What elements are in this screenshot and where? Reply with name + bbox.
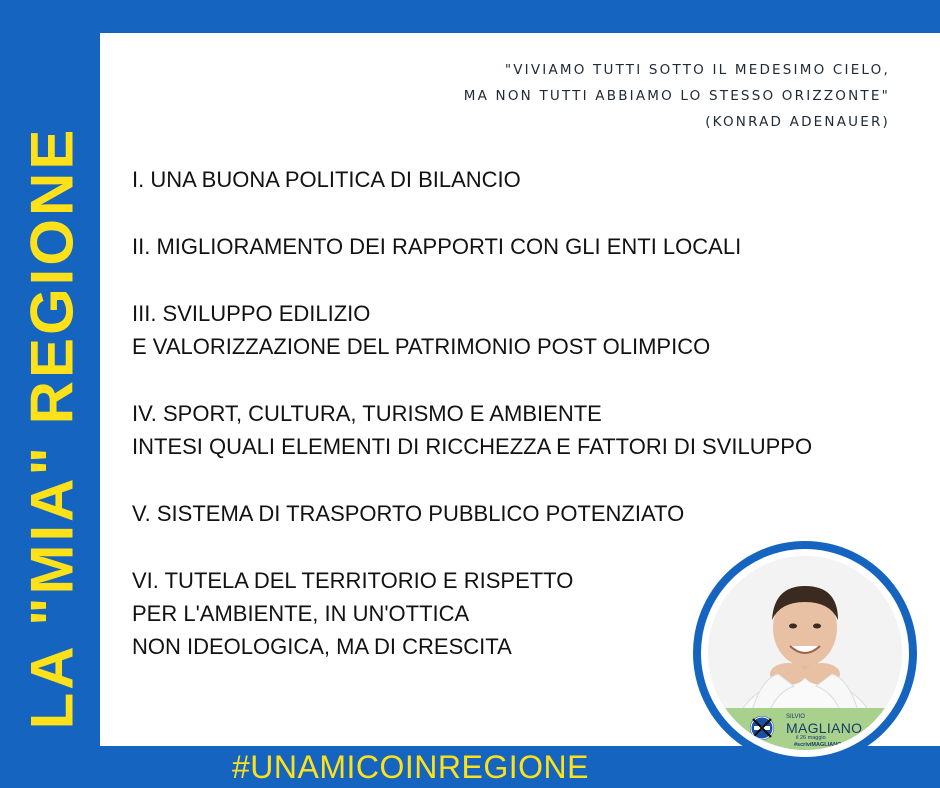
program-point-line: V. SISTEMA DI TRASPORTO PUBBLICO POTENZIATO [132,501,685,526]
program-point-3 [132,297,812,363]
party-logo-icon [750,716,774,740]
program-point-line: INTESI QUALI ELEMENTI DI RICCHEZZA E FATTORI DI SVILUPPO [132,434,813,459]
side-title: LA "MIA" REGIONE [18,126,86,730]
candidate-first-name: SILVIO [786,714,805,720]
program-point-1 [132,163,812,196]
quote-author: (KONRAD ADENAUER) [705,114,890,130]
program-point-line: E VALORIZZAZIONE DEL PATRIMONIO POST OLIMPICO [132,334,711,359]
program-point-line: I. UNA BUONA POLITICA DI BILANCIO [132,167,521,192]
candidate-name-box [708,708,902,750]
photo-white-ring [701,549,909,757]
quote-line-1: "VIVIAMO TUTTI SOTTO IL MEDESIMO CIELO, [504,62,890,78]
candidate-tag: #scriviMAGLIANO [794,742,842,748]
program-point-line: III. SVILUPPO EDILIZIO [132,301,371,326]
program-point-line: IV. SPORT, CULTURA, TURISMO E AMBIENTE [132,401,602,426]
program-point-5 [132,497,812,530]
quote-block [464,57,890,135]
election-date: il 26 maggio [796,735,826,741]
program-point-line: PER L'AMBIENTE, IN UN'OTTICA [132,601,470,626]
top-band [0,0,940,33]
program-point-line: II. MIGLIORAMENTO DEI RAPPORTI CON GLI ENTI LOCALI [132,234,742,259]
candidate-photo-frame [693,541,917,765]
program-point-2 [132,230,812,263]
program-point-line: VI. TUTELA DEL TERRITORIO E RISPETTO [132,568,574,593]
candidate-photo [708,556,902,750]
program-point-line: NON IDEOLOGICA, MA DI CRESCITA [132,634,512,659]
candidate-last-name: MAGLIANO [786,720,863,736]
program-point-4 [132,397,812,463]
quote-line-2: MA NON TUTTI ABBIAMO LO STESSO ORIZZONTE" [463,88,890,104]
campaign-hashtag: #UNAMICOINREGIONE [232,749,589,785]
